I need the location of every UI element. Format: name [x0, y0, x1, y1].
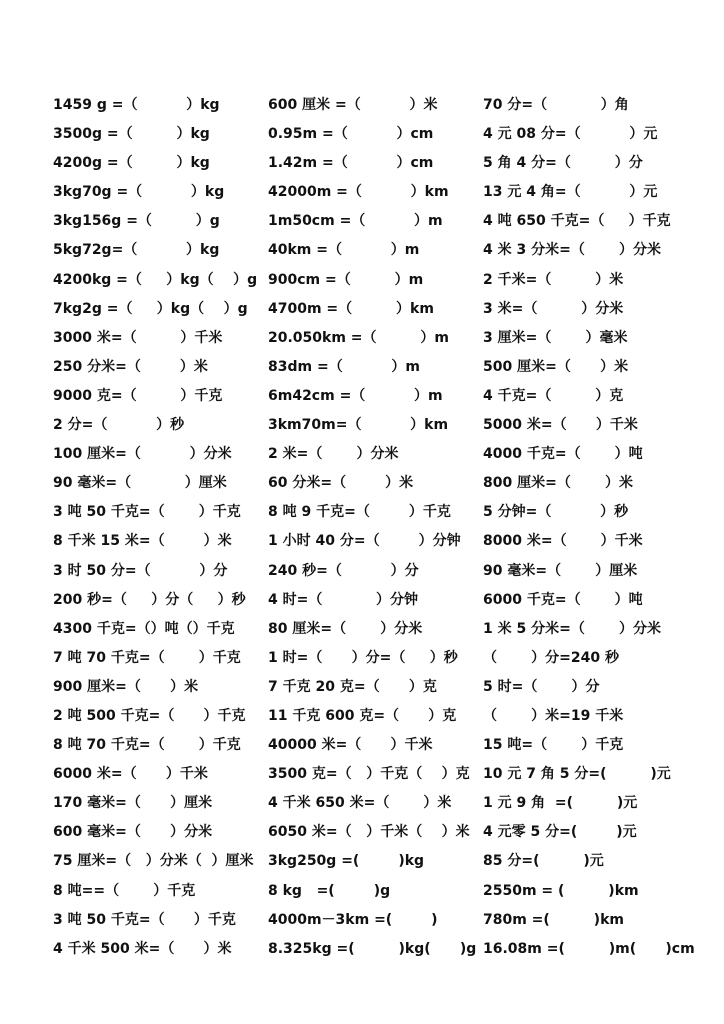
conversion-problem: 4300 千克=（）吨（）千克: [53, 620, 235, 637]
conversion-problem: 4 元 08 分=（ ）元: [483, 126, 658, 143]
conversion-problem: 4 千米 500 米=（ ）米: [53, 940, 232, 957]
conversion-problem: 3000 米=（ ）千米: [53, 329, 223, 346]
conversion-problem: 8 吨==（ ）千克: [53, 882, 196, 899]
conversion-problem: 4200g =（ ）kg: [53, 155, 210, 172]
conversion-problem: 4 千克=（ ）克: [483, 387, 624, 404]
conversion-problem: 600 毫米=（ ）分米: [53, 824, 213, 841]
conversion-problem: 3kg156g =（ ）g: [53, 213, 220, 230]
conversion-problem: 1 元 9 角 =( )元: [483, 795, 638, 812]
conversion-problem: 200 秒=（ ）分（ ）秒: [53, 591, 246, 608]
conversion-problem: 8000 米=（ ）千米: [483, 533, 643, 550]
conversion-problem: 10 元 7 角 5 分=( )元: [483, 766, 671, 783]
conversion-problem: 3km70m=（ ）km: [268, 417, 449, 434]
conversion-problem: 11 千克 600 克=（ ）克: [268, 707, 457, 724]
conversion-problem: 16.08m =( )m( )cm: [483, 940, 695, 957]
conversion-problem: 15 吨=（ ）千克: [483, 737, 624, 754]
conversion-problem: 60 分米=（ ）米: [268, 475, 414, 492]
conversion-problem: 4200kg =（ ）kg（ ）g: [53, 271, 258, 288]
conversion-problem: 3 米=（ ）分米: [483, 300, 624, 317]
conversion-problem: 3 吨 50 千克=（ ）千克: [53, 504, 241, 521]
conversion-problem: 600 厘米 =（ ）米: [268, 97, 438, 113]
conversion-problem: 2 分=（ ）秒: [53, 417, 185, 434]
conversion-problem: 1 米 5 分米=（ ）分米: [483, 620, 661, 637]
conversion-problem: 5000 米=（ ）千米: [483, 417, 638, 434]
conversion-problem: 8.325kg =( )kg( )g: [268, 940, 477, 957]
conversion-problem: 83dm =（ ）m: [268, 358, 421, 375]
conversion-problem: 3 时 50 分=（ ）分: [53, 562, 228, 579]
conversion-problem: 780m =( )km: [483, 911, 624, 928]
conversion-problem: 8 kg =( )g: [268, 882, 391, 899]
conversion-problem: 6000 米=（ ）千米: [53, 766, 208, 783]
conversion-problem: 4 时=（ ）分钟: [268, 591, 418, 608]
conversion-problem: 85 分=( )元: [483, 853, 604, 870]
conversion-problem: 1459 g =（ ）kg: [53, 97, 220, 113]
conversion-problem: 1 小时 40 分=（ ）分钟: [268, 533, 461, 550]
conversion-problem: 4 千米 650 米=（ ）米: [268, 795, 452, 812]
conversion-problem: 2 吨 500 千克=（ ）千克: [53, 707, 246, 724]
conversion-problem: 3500 克=（ ）千克（ ）克: [268, 766, 470, 783]
conversion-problem: 70 分=（ ）角: [483, 97, 629, 113]
worksheet-column-3: [483, 93, 713, 966]
conversion-problem: 6000 千克=（ ）吨: [483, 591, 643, 608]
conversion-problem: （ ）分=240 秒: [483, 649, 619, 666]
worksheet-column-1: [53, 93, 263, 966]
conversion-problem: 8 吨 9 千克=（ ）千克: [268, 504, 451, 521]
conversion-problem: 40km =（ ）m: [268, 242, 420, 259]
conversion-problem: 2 千米=（ ）米: [483, 271, 624, 288]
conversion-problem: 240 秒=（ ）分: [268, 562, 419, 579]
conversion-problem: 6050 米=（ ）千米（ ）米: [268, 824, 470, 841]
conversion-problem: 900cm =（ ）m: [268, 271, 424, 288]
conversion-problem: 1m50cm =（ ）m: [268, 213, 443, 230]
conversion-problem: 3500g =（ ）kg: [53, 126, 210, 143]
conversion-problem: 170 毫米=（ ）厘米: [53, 795, 213, 812]
conversion-problem: 2550m = ( )km: [483, 882, 639, 899]
conversion-problem: 5 时=（ ）分: [483, 678, 600, 695]
conversion-problem: 5kg72g=（ ）kg: [53, 242, 220, 259]
conversion-problem: 6m42cm =（ ）m: [268, 387, 443, 404]
conversion-problem: 90 毫米=（ ）厘米: [483, 562, 638, 579]
conversion-problem: 4 米 3 分米=（ ）分米: [483, 242, 661, 259]
conversion-problem: 20.050km =（ ）m: [268, 329, 449, 346]
conversion-problem: 8 吨 70 千克=（ ）千克: [53, 737, 241, 754]
conversion-problem: （ ）米=19 千米: [483, 707, 624, 724]
conversion-problem: 80 厘米=（ ）分米: [268, 620, 423, 637]
conversion-problem: 4 元零 5 分=( )元: [483, 824, 637, 841]
conversion-problem: 7kg2g =（ ）kg（ ）g: [53, 300, 248, 317]
conversion-problem: 3kg70g =（ ）kg: [53, 184, 225, 201]
conversion-problem: 3 吨 50 千克=（ ）千克: [53, 911, 236, 928]
conversion-problem: 100 厘米=（ ）分米: [53, 446, 232, 463]
conversion-problem: 2 米=（ ）分米: [268, 446, 399, 463]
conversion-problem: 7 千克 20 克=（ ）克: [268, 678, 437, 695]
conversion-problem: 5 分钟=（ ）秒: [483, 504, 629, 521]
conversion-problem: 7 吨 70 千克=（ ）千克: [53, 649, 241, 666]
conversion-problem: 13 元 4 角=（ ）元: [483, 184, 658, 201]
conversion-problem: 42000m =（ ）km: [268, 184, 449, 201]
worksheet-column-2: [268, 93, 480, 966]
conversion-problem: 4 吨 650 千克=（ ）千克: [483, 213, 671, 230]
conversion-problem: 1.42m =（ ）cm: [268, 155, 434, 172]
conversion-problem: 9000 克=（ ）千克: [53, 387, 223, 404]
conversion-problem: 0.95m =（ ）cm: [268, 126, 434, 143]
conversion-problem: 800 厘米=（ ）米: [483, 475, 633, 492]
conversion-problem: 3 厘米=（ ）毫米: [483, 329, 628, 346]
conversion-problem: 4000m－3km =( ): [268, 911, 438, 928]
conversion-problem: 4000 千克=（ ）吨: [483, 446, 643, 463]
conversion-problem: 250 分米=（ ）米: [53, 358, 208, 375]
conversion-problem: 900 厘米=（ ）米: [53, 678, 199, 695]
conversion-problem: 4700m =（ ）km: [268, 300, 434, 317]
conversion-problem: 75 厘米=（ ）分米（ ）厘米: [53, 853, 254, 870]
conversion-problem: 5 角 4 分=（ ）分: [483, 155, 643, 172]
conversion-problem: 500 厘米=（ ）米: [483, 358, 629, 375]
conversion-problem: 1 时=（ ）分=（ ）秒: [268, 649, 458, 666]
conversion-problem: 8 千米 15 米=（ ）米: [53, 533, 232, 550]
conversion-problem: 3kg250g =( )kg: [268, 853, 425, 870]
conversion-problem: 40000 米=（ ）千米: [268, 737, 433, 754]
conversion-problem: 90 毫米=（ ）厘米: [53, 475, 227, 492]
